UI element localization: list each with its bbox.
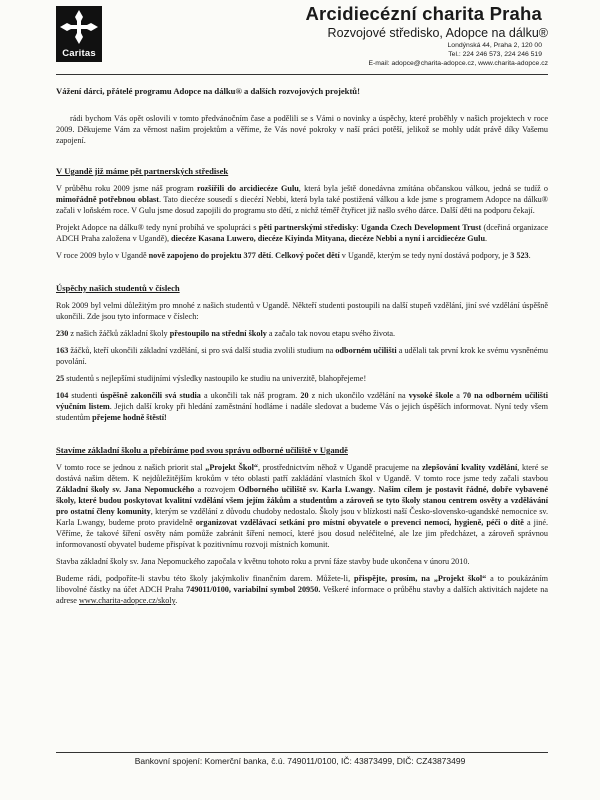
text-run: a to poukázáním libovolné částky na účet ADCH Praha bbox=[56, 574, 548, 594]
text-run: v Ugandě, kterým se tedy nyní dostává podpory, je bbox=[339, 251, 511, 260]
section-paragraph bbox=[56, 462, 548, 550]
section-paragraph bbox=[56, 328, 548, 339]
text-run: : bbox=[356, 223, 361, 232]
text-run: . bbox=[485, 234, 488, 243]
section-paragraph bbox=[56, 250, 548, 261]
organization-title: Arcidiecézní charita Praha bbox=[305, 3, 542, 24]
bold-text: mimořádně potřebnou oblast bbox=[56, 195, 159, 204]
letter-body bbox=[56, 86, 548, 612]
section-heading: Stavíme základní školu a přebíráme pod svou správu odborné učiliště v Ugandě bbox=[56, 445, 348, 455]
bank-details: Bankovní spojení: Komerční banka, č.ú. 749011/0100, IČ: 43873499, DIČ: CZ43873499 bbox=[134, 756, 466, 766]
logo-text: Caritas bbox=[62, 48, 96, 59]
caritas-logo bbox=[56, 6, 102, 62]
text-run: . Tato diecéze sousedí s diecézí Nebbi, která byla také postižená válkou a kde jsme s programem Adopce na dálku® začali v loňském roce. V Gulu jsme dosud zapojili do programu sto dětí, z nichž téměř čtyřicet již našlo svého dárce. Další děti na podporu čekají. bbox=[56, 195, 548, 215]
section-heading: V Ugandě již máme pět partnerských středisek bbox=[56, 166, 229, 176]
bold-text: 3 523 bbox=[510, 251, 529, 260]
bold-text: přestoupilo na střední školy bbox=[169, 329, 267, 338]
text-run: a udělali tak první krok ke svému vysněnému povolání. bbox=[56, 346, 548, 366]
section-paragraph bbox=[56, 222, 548, 244]
section-paragraph bbox=[56, 373, 548, 384]
text-run: V tomto roce se jednou z našich priorit stal bbox=[56, 463, 206, 472]
address-line: Londýnská 44, Praha 2, 120 00 bbox=[447, 42, 542, 49]
text-run: . bbox=[175, 596, 178, 605]
bold-text: přispějte, prosím, na „Projekt škol“ bbox=[354, 574, 487, 583]
text-run: (dceřiná organizace ADCH Praha založena v Ugandě), bbox=[56, 223, 548, 243]
text-run: V roce 2009 bylo v Ugandě bbox=[56, 251, 149, 260]
text-run: a ukončili tak náš program. bbox=[200, 391, 301, 400]
text-run: , prostřednictvím něhož v Ugandě pracujeme na bbox=[257, 463, 423, 472]
bold-text: 25 bbox=[56, 374, 65, 383]
sections-container bbox=[56, 166, 548, 606]
bold-text: 104 bbox=[56, 391, 69, 400]
bold-text: zlepšování kvality vzdělání bbox=[422, 463, 518, 472]
caritas-cross-icon bbox=[59, 9, 99, 45]
bold-text: 163 bbox=[56, 346, 69, 355]
text-run: Projekt Adopce na dálku® tedy nyní probíhá ve spolupráci s bbox=[56, 223, 259, 232]
greeting: Vážení dárci, přátelé programu Adopce na dálku® a dalších rozvojových projektů! bbox=[56, 86, 360, 96]
footer-divider bbox=[56, 752, 548, 753]
bold-text: pěti partnerskými středisky bbox=[258, 223, 357, 232]
text-run: z nich ukončilo vzdělání na bbox=[308, 391, 409, 400]
bold-text: Základní školy sv. Jana Nepomuckého bbox=[56, 485, 195, 494]
header-divider bbox=[56, 74, 548, 75]
bold-text: 20 bbox=[300, 391, 309, 400]
bold-text: „Projekt Škol“ bbox=[205, 463, 258, 472]
phone-line: Tel.: 224 246 573, 224 246 519 bbox=[448, 51, 542, 58]
section-paragraph bbox=[56, 345, 548, 367]
text-run: , kterým se vzdělání z důvodu chudoby nedostalo. Školy jsou v blízkosti naší Česko-slovensko-ugandské nemocnice sv. Karla Lwangy, budeme proto pravidelně bbox=[56, 507, 548, 527]
bold-text: Celkový počet dětí bbox=[275, 251, 340, 260]
text-run: a začalo tak novou etapu svého života. bbox=[266, 329, 396, 338]
text-run: , která byla ještě donedávna zmítána občanskou válkou, jedná se tudíž o bbox=[298, 184, 548, 193]
bold-text: Uganda Czech Development Trust bbox=[360, 223, 482, 232]
website-link[interactable]: www.charita-adopce.cz/skoly bbox=[78, 596, 176, 605]
bold-text: úspěšně zakončili svá studia bbox=[100, 391, 201, 400]
section-paragraph bbox=[56, 300, 548, 322]
bold-text: 230 bbox=[56, 329, 69, 338]
bold-text: 749011/0100, variabilní symbol 20950. bbox=[186, 585, 321, 594]
text-run: . bbox=[373, 485, 379, 494]
text-run: . bbox=[528, 251, 531, 260]
contact-line: E-mail: adopce@charita-adopce.cz, www.charita-adopce.cz bbox=[368, 60, 548, 67]
bold-text: přejeme hodně štěstí! bbox=[92, 413, 167, 422]
text-run: . Jejich další kroky při hledání zaměstnání hodláme i nadále sledovat a budeme Vás o jejich úspěších informovat. Nyní tedy všem studentům bbox=[56, 402, 548, 422]
text-run: , které se dostává našim dětem. K nejdůležitějším krokům v této oblasti patří zakládání vlastních škol v Ugandě. V tomto roce jsme tedy začali stavbou bbox=[56, 463, 548, 483]
intro-paragraph: rádi bychom Vás opět oslovili v tomto předvánočním čase a podělili se s Vámi o novinky a úspěchy, které proběhly v našich projektech v roce 2009. Děkujeme Vám za věrnost našim projektům a věříme, že Vás nové pokroky v naší práci potěší, jelikož se mohly udát právě díky Vašemu zapojení. bbox=[56, 114, 548, 145]
bold-text: 70 na odborném učilišti výučním listem bbox=[56, 391, 548, 411]
organization-subtitle: Rozvojové středisko, Adopce na dálku® bbox=[327, 26, 548, 40]
text-run: Rok 2009 byl velmi důležitým pro mnohé z našich studentů v Ugandě. Někteří studenti postoupili na další stupeň vzdělání, jiní své vzdělání úspěšně ukončili. Zde jsou tyto informace v číslech: bbox=[56, 301, 548, 321]
bold-text: diecéze Kasana Luwero, diecéze Kiyinda Mityana, diecéze Nebbi a nyní i arcidiecéze Gulu bbox=[171, 234, 486, 243]
bold-text: rozšířili do arcidiecéze Gulu bbox=[196, 184, 299, 193]
text-run: a bbox=[453, 391, 463, 400]
section-paragraph bbox=[56, 390, 548, 423]
section-paragraph bbox=[56, 573, 548, 606]
text-run: studenti bbox=[68, 391, 101, 400]
text-run: . bbox=[271, 251, 276, 260]
text-run: Budeme rádi, podpoříte-li stavbu této školy jakýmkoliv finančním darem. Můžete-li, bbox=[56, 574, 355, 583]
text-run: studentů s nejlepšími studijními výsledky nastoupilo ke studiu na univerzitě, blahopřejeme! bbox=[64, 374, 367, 383]
section-heading: Úspěchy našich studentů v číslech bbox=[56, 283, 180, 293]
text-run: z našich žáčků základní školy bbox=[68, 329, 170, 338]
text-run: V průběhu roku 2009 jsme náš program bbox=[56, 184, 197, 193]
bold-text: odborném učilišti bbox=[335, 346, 397, 355]
text-run: a rozvojem bbox=[194, 485, 239, 494]
bold-text: Odborného učiliště sv. Karla Lwangy bbox=[238, 485, 374, 494]
text-run: Stavba základní školy sv. Jana Nepomuckého započala v květnu tohoto roku a první fáze stavby bude ukončena v únoru 2010. bbox=[56, 557, 470, 566]
bold-text: organizovat vzdělávací setkání pro místní obyvatele o prevenci nemocí, hygieně, péči o dítě bbox=[195, 518, 524, 527]
text-run: žáčků, kteří ukončili základní vzdělání, si pro svá další studia zvolili studium na bbox=[68, 346, 336, 355]
bold-text: Našim cílem je postavit řádné, dobře vybavené školy, které budou poskytovat kvalitní vzdělání všem jejím žákům a studentům a zároveň se tyto školy stanou centrem osvěty a vzdělávání pro ostatní členy komunity bbox=[56, 485, 548, 516]
section-paragraph bbox=[56, 556, 548, 567]
bold-text: nově zapojeno do projektu 377 dětí bbox=[148, 251, 272, 260]
text-run: Veškeré informace o průběhu stavby a dalších aktivitách najdete na adrese bbox=[56, 585, 548, 605]
section-paragraph bbox=[56, 183, 548, 216]
text-run: a jiné. Věříme, že takové šíření osvěty nám pomůže zabránit šíření nemocí, které jsou dosud neléčitelné, ale lze jim předcházet, a zároveň správnou informovaností obyvatel budeme přispívat k pozitivnímu rozvoji místních komunit. bbox=[56, 518, 549, 549]
bold-text: vysoké škole bbox=[408, 391, 454, 400]
